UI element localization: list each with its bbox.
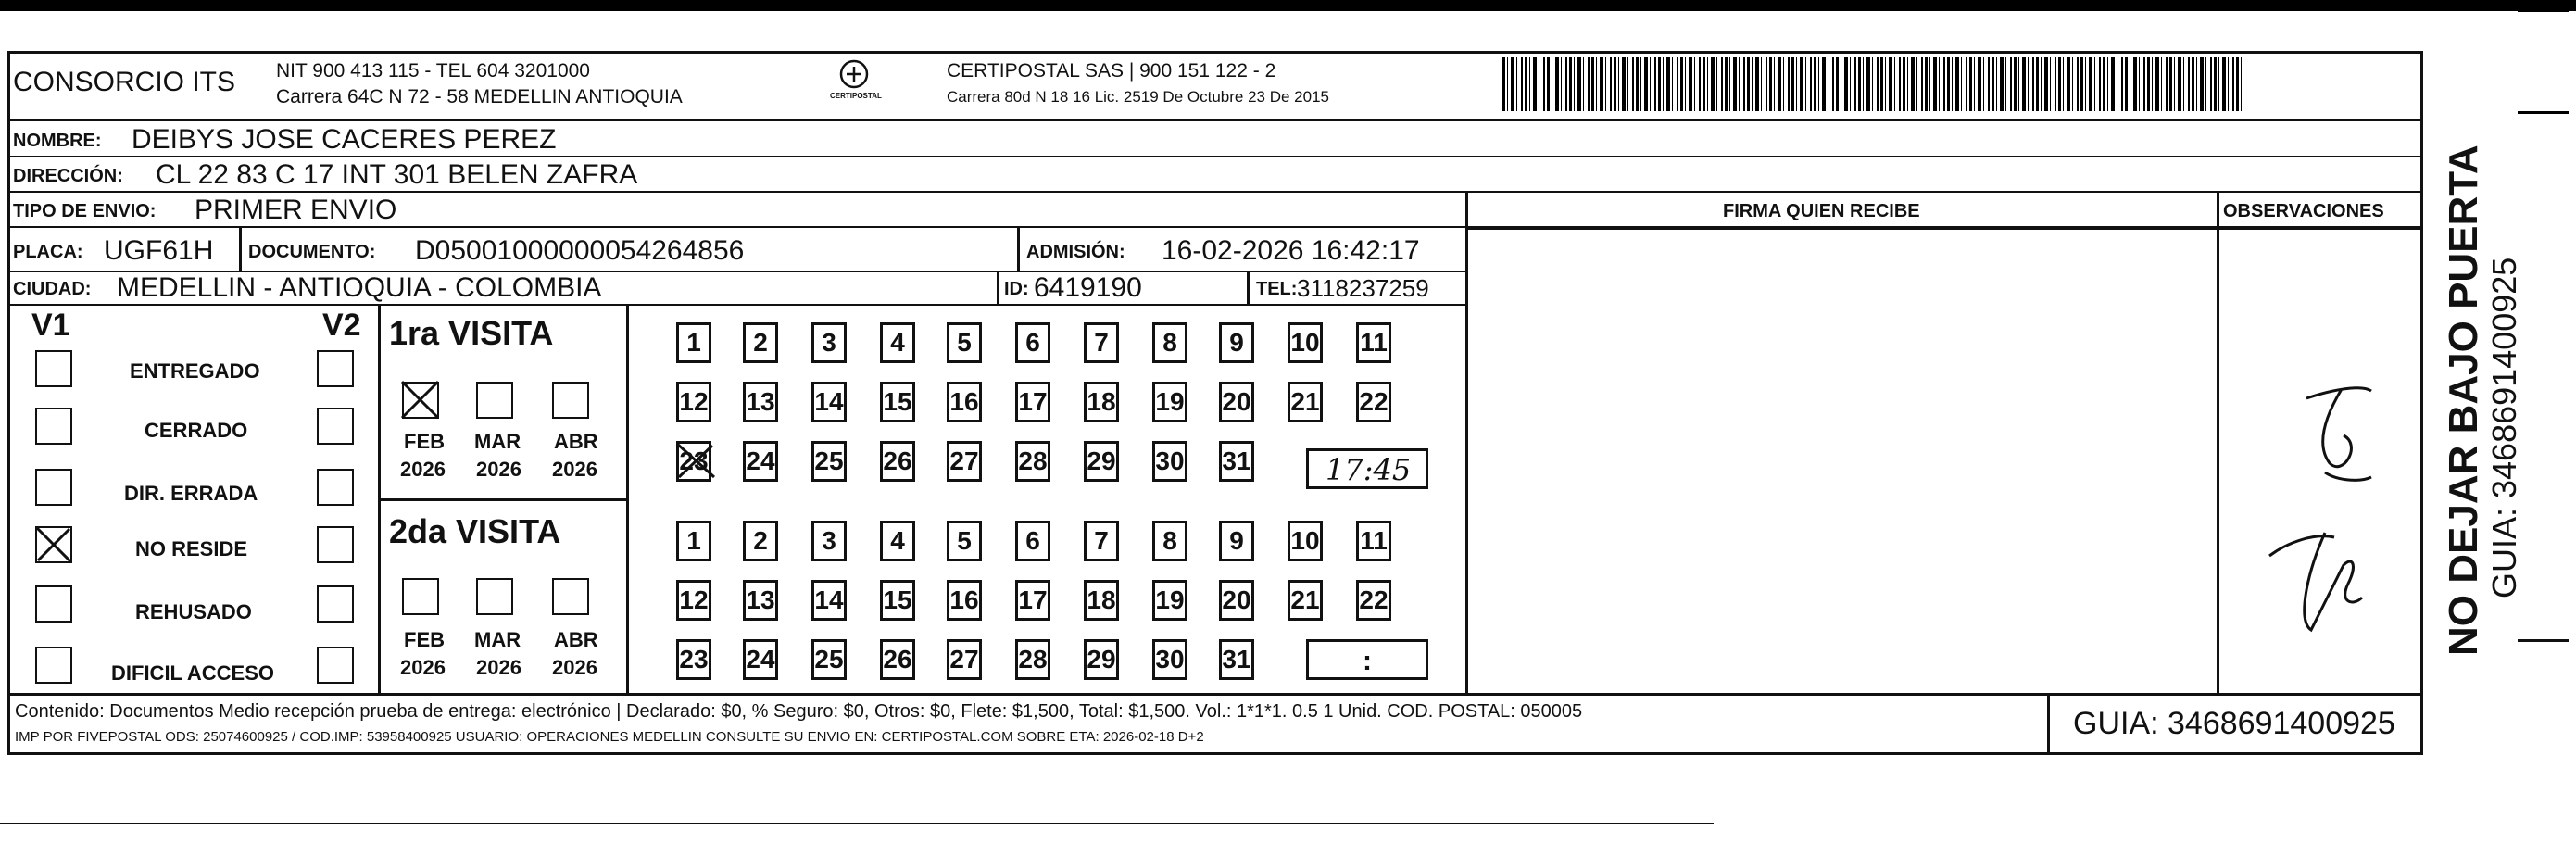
second-month-mar: MAR <box>474 628 521 651</box>
day-box-7[interactable]: 7 <box>1084 322 1119 363</box>
day-box-31[interactable]: 31 <box>1219 639 1254 680</box>
day-box-7[interactable]: 7 <box>1084 521 1119 561</box>
admission-value: 16-02-2026 16:42:17 <box>1162 235 1420 266</box>
v1-checkbox-dir-errada[interactable] <box>35 469 72 506</box>
day-box-11[interactable]: 11 <box>1356 521 1391 561</box>
day-box-10[interactable]: 10 <box>1288 521 1323 561</box>
day-box-29[interactable]: 29 <box>1084 639 1119 680</box>
second-visit-title: 2da VISITA <box>389 512 561 550</box>
v1-checkbox-rehusado[interactable] <box>35 585 72 623</box>
first-month-abr: ABR <box>554 430 598 453</box>
company-name: CONSORCIO ITS <box>13 67 236 97</box>
plate-value: UGF61H <box>104 235 214 266</box>
day-box-27[interactable]: 27 <box>947 441 982 482</box>
second-year-feb: 2026 <box>400 656 446 679</box>
v2-checkbox-dir-errada[interactable] <box>317 469 354 506</box>
courier-info-line1: CERTIPOSTAL SAS | 900 151 122 - 2 <box>947 60 1276 82</box>
day-box-24[interactable]: 24 <box>743 441 778 482</box>
option-cerrado: CERRADO <box>145 419 248 442</box>
right-tick-2 <box>2518 639 2569 642</box>
day-box-11[interactable]: 11 <box>1356 322 1391 363</box>
day-box-28[interactable]: 28 <box>1015 441 1050 482</box>
day-box-17[interactable]: 17 <box>1015 382 1050 422</box>
admission-divider <box>1017 228 1020 271</box>
day-box-20[interactable]: 20 <box>1219 580 1254 621</box>
day-box-25[interactable]: 25 <box>811 639 847 680</box>
top-border <box>0 0 2576 11</box>
first-year-feb: 2026 <box>400 458 446 481</box>
day-box-16[interactable]: 16 <box>947 580 982 621</box>
header-divider <box>7 119 2423 121</box>
bottom-line <box>0 823 1714 824</box>
day-box-8[interactable]: 8 <box>1152 521 1187 561</box>
logo-text: CERTIPOSTAL <box>830 92 882 100</box>
day-box-9[interactable]: 9 <box>1219 322 1254 363</box>
side-guia: GUIA: 3468691400925 <box>2485 257 2523 598</box>
day-box-14[interactable]: 14 <box>811 580 847 621</box>
top-right-tick <box>2518 9 2569 12</box>
second-month-abr: ABR <box>554 628 598 651</box>
recipient-address: CL 22 83 C 17 INT 301 BELEN ZAFRA <box>156 159 638 190</box>
v1-checkbox-dificil-acceso[interactable] <box>35 647 72 684</box>
day-box-8[interactable]: 8 <box>1152 322 1187 363</box>
day-box-5[interactable]: 5 <box>947 322 982 363</box>
day-box-25[interactable]: 25 <box>811 441 847 482</box>
day-box-29[interactable]: 29 <box>1084 441 1119 482</box>
day-box-20[interactable]: 20 <box>1219 382 1254 422</box>
option-dificil-acceso: DIFICIL ACCESO <box>111 661 275 685</box>
id-divider <box>997 271 999 304</box>
recipient-name: DEIBYS JOSE CACERES PEREZ <box>132 124 557 155</box>
send-type: PRIMER ENVIO <box>195 195 397 225</box>
day-box-12[interactable]: 12 <box>676 382 711 422</box>
day-box-18[interactable]: 18 <box>1084 580 1119 621</box>
day-box-5[interactable]: 5 <box>947 521 982 561</box>
barcode <box>1502 57 2243 111</box>
v2-checkbox-entregado[interactable] <box>317 350 354 387</box>
row-divider-2 <box>7 191 2423 193</box>
day-box-10[interactable]: 10 <box>1288 322 1323 363</box>
tel-divider <box>1247 271 1250 304</box>
day-box-9[interactable]: 9 <box>1219 521 1254 561</box>
row-divider-5 <box>7 304 1467 306</box>
signature-column-header: FIRMA QUIEN RECIBE <box>1723 201 1920 221</box>
v1-checkbox-no-reside[interactable] <box>35 526 72 563</box>
first-month-feb: FEB <box>404 430 445 453</box>
day-box-2[interactable]: 2 <box>743 521 778 561</box>
first-visit-time: 17:45 <box>1326 452 1412 487</box>
day-box-3[interactable]: 3 <box>811 322 847 363</box>
address-label: DIRECCIÓN: <box>13 166 123 186</box>
company-info-line2: Carrera 64C N 72 - 58 MEDELLIN ANTIOQUIA <box>276 86 683 107</box>
second-month-feb: FEB <box>404 628 445 651</box>
plate-divider <box>239 228 242 271</box>
day-box-13[interactable]: 13 <box>743 580 778 621</box>
day-box-15[interactable]: 15 <box>880 580 915 621</box>
day-box-6[interactable]: 6 <box>1015 521 1050 561</box>
day-box-3[interactable]: 3 <box>811 521 847 561</box>
first-month-mar: MAR <box>474 430 521 453</box>
second-visit-time-box[interactable] <box>1306 639 1428 680</box>
city-label: CIUDAD: <box>13 279 92 299</box>
day-box-31[interactable]: 31 <box>1219 441 1254 482</box>
day-box-21[interactable]: 21 <box>1288 382 1323 422</box>
day-box-12[interactable]: 12 <box>676 580 711 621</box>
id-label: ID: <box>1004 279 1029 299</box>
city-value: MEDELLIN - ANTIOQUIA - COLOMBIA <box>117 272 602 303</box>
id-value: 6419190 <box>1034 272 1142 303</box>
day-box-19[interactable]: 19 <box>1152 580 1187 621</box>
footer-guia: GUIA: 3468691400925 <box>2073 706 2395 741</box>
courier-info-line2: Carrera 80d N 18 16 Lic. 2519 De Octubre 23 De 2015 <box>947 88 1329 106</box>
name-label: NOMBRE: <box>13 131 102 151</box>
day-box-26[interactable]: 26 <box>880 441 915 482</box>
observations-column-header: OBSERVACIONES <box>2223 201 2384 221</box>
first-year-abr: 2026 <box>552 458 597 481</box>
v2-checkbox-no-reside[interactable] <box>317 526 354 563</box>
first-visit-title: 1ra VISITA <box>389 314 554 352</box>
second-month-checkbox-mar[interactable] <box>476 578 513 615</box>
document-label: DOCUMENTO: <box>248 242 376 262</box>
day-cross-icon <box>675 440 716 483</box>
first-year-mar: 2026 <box>476 458 521 481</box>
second-year-mar: 2026 <box>476 656 521 679</box>
option-rehusado: REHUSADO <box>135 600 252 623</box>
day-box-22[interactable]: 22 <box>1356 382 1391 422</box>
second-year-abr: 2026 <box>552 656 597 679</box>
document-value: D05001000000054264856 <box>415 235 745 266</box>
second-month-checkbox-abr[interactable] <box>552 578 589 615</box>
option-no-reside: NO RESIDE <box>135 537 248 560</box>
signature-left-border <box>1465 191 1468 693</box>
day-box-17[interactable]: 17 <box>1015 580 1050 621</box>
day-box-1[interactable]: 1 <box>676 521 711 561</box>
v1-checkbox-entregado[interactable] <box>35 350 72 387</box>
day-box-23[interactable]: 23 <box>676 441 711 482</box>
day-box-24[interactable]: 24 <box>743 639 778 680</box>
day-box-22[interactable]: 22 <box>1356 580 1391 621</box>
company-info-line1: NIT 900 413 115 - TEL 604 3201000 <box>276 60 590 82</box>
day-box-13[interactable]: 13 <box>743 382 778 422</box>
v1-checkbox-cerrado[interactable] <box>35 408 72 445</box>
day-box-16[interactable]: 16 <box>947 382 982 422</box>
certipostal-logo <box>826 57 882 104</box>
day-box-30[interactable]: 30 <box>1152 441 1187 482</box>
day-box-4[interactable]: 4 <box>880 521 915 561</box>
v1-label: V1 <box>31 308 70 343</box>
first-month-checkbox-feb[interactable] <box>402 382 439 419</box>
v2-checkbox-dificil-acceso[interactable] <box>317 647 354 684</box>
second-month-checkbox-feb[interactable] <box>402 578 439 615</box>
first-month-checkbox-mar[interactable] <box>476 382 513 419</box>
row-divider-1 <box>7 156 2423 157</box>
day-box-18[interactable]: 18 <box>1084 382 1119 422</box>
columns-header-bottom <box>1465 228 2423 230</box>
v2-checkbox-cerrado[interactable] <box>317 408 354 445</box>
day-box-21[interactable]: 21 <box>1288 580 1323 621</box>
v2-checkbox-rehusado[interactable] <box>317 585 354 623</box>
footer-divider <box>7 693 2423 696</box>
right-tick-1 <box>2518 111 2569 114</box>
day-box-15[interactable]: 15 <box>880 382 915 422</box>
day-box-26[interactable]: 26 <box>880 639 915 680</box>
day-box-4[interactable]: 4 <box>880 322 915 363</box>
option-dir-errada: DIR. ERRADA <box>124 482 258 505</box>
day-box-2[interactable]: 2 <box>743 322 778 363</box>
day-box-19[interactable]: 19 <box>1152 382 1187 422</box>
day-box-28[interactable]: 28 <box>1015 639 1050 680</box>
observations-left-border <box>2217 191 2219 693</box>
day-box-1[interactable]: 1 <box>676 322 711 363</box>
tel-value: 3118237259 <box>1297 274 1429 302</box>
v2-label: V2 <box>322 308 361 343</box>
send-type-label: TIPO DE ENVIO: <box>13 201 157 221</box>
check-x-icon <box>34 525 71 562</box>
side-warning: NO DEJAR BAJO PUERTA <box>2441 145 2486 656</box>
footer-imp: IMP POR FIVEPOSTAL ODS: 25074600925 / COD.IMP: 53958400925 USUARIO: OPERACIONES MEDELLIN CONSULTE SU ENVIO EN: CERTIPOSTAL.COM SOBRE ETA: 2026-02-18 D+2 <box>15 729 1204 745</box>
handwritten-signature <box>2232 343 2418 658</box>
day-box-23[interactable]: 23 <box>676 639 711 680</box>
second-visit-time: : <box>1363 646 1372 676</box>
footer-content: Contenido: Documentos Medio recepción prueba de entrega: electrónico | Declarado: $0, % Seguro: $0, Otros: $0, Flete: $1,500, Total: $1,500. Vol.: 1*1*1. 0.5 1 Unid. COD. POSTAL: 050005 <box>15 701 1583 722</box>
day-box-6[interactable]: 6 <box>1015 322 1050 363</box>
check-x-icon <box>399 379 442 422</box>
first-visit-time-box[interactable] <box>1306 448 1428 489</box>
day-box-14[interactable]: 14 <box>811 382 847 422</box>
tel-label: TEL: <box>1256 279 1298 299</box>
day-box-27[interactable]: 27 <box>947 639 982 680</box>
footer-guia-divider <box>2047 693 2050 754</box>
admission-label: ADMISIÓN: <box>1026 242 1125 262</box>
option-entregado: ENTREGADO <box>130 359 260 383</box>
plate-label: PLACA: <box>13 242 83 262</box>
visit-separator <box>378 498 628 501</box>
day-box-30[interactable]: 30 <box>1152 639 1187 680</box>
first-month-checkbox-abr[interactable] <box>552 382 589 419</box>
